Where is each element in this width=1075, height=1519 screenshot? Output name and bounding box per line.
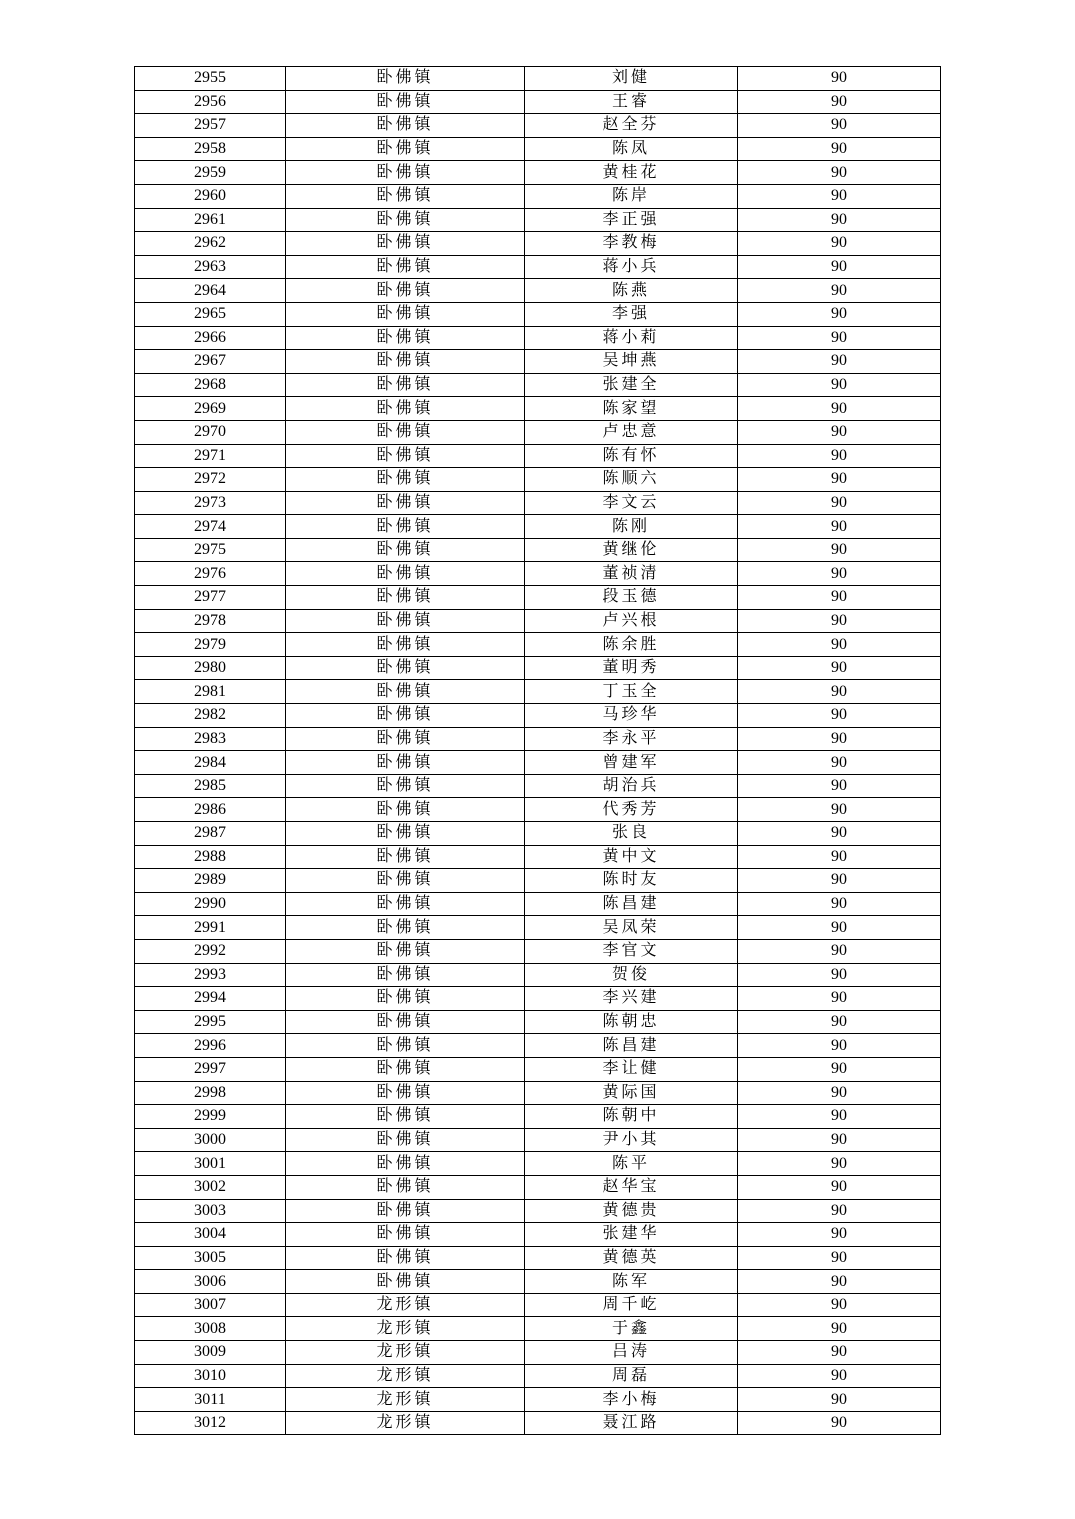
row-number-cell: 2966 bbox=[135, 326, 286, 350]
score-cell: 90 bbox=[738, 609, 941, 633]
name-cell: 曾建军 bbox=[525, 751, 738, 775]
table-row bbox=[135, 633, 941, 657]
table-row bbox=[135, 1010, 941, 1034]
row-number-cell: 2980 bbox=[135, 656, 286, 680]
score-cell: 90 bbox=[738, 538, 941, 562]
table-row bbox=[135, 255, 941, 279]
table-row bbox=[135, 114, 941, 138]
score-cell: 90 bbox=[738, 704, 941, 728]
score-cell: 90 bbox=[738, 302, 941, 326]
town-cell: 卧佛镇 bbox=[286, 633, 525, 657]
name-cell: 董祯清 bbox=[525, 562, 738, 586]
table-row bbox=[135, 420, 941, 444]
row-number-cell: 2988 bbox=[135, 845, 286, 869]
town-cell: 卧佛镇 bbox=[286, 184, 525, 208]
table-row bbox=[135, 1081, 941, 1105]
town-cell: 卧佛镇 bbox=[286, 444, 525, 468]
table-row bbox=[135, 939, 941, 963]
row-number-cell: 2967 bbox=[135, 350, 286, 374]
town-cell: 卧佛镇 bbox=[286, 420, 525, 444]
table-row bbox=[135, 1223, 941, 1247]
table-row bbox=[135, 562, 941, 586]
name-cell: 黄德贵 bbox=[525, 1199, 738, 1223]
table-row bbox=[135, 1341, 941, 1365]
name-cell: 陈军 bbox=[525, 1270, 738, 1294]
town-cell: 龙形镇 bbox=[286, 1364, 525, 1388]
score-cell: 90 bbox=[738, 562, 941, 586]
score-cell: 90 bbox=[738, 1317, 941, 1341]
score-cell: 90 bbox=[738, 67, 941, 91]
name-cell: 黄际国 bbox=[525, 1081, 738, 1105]
table-row bbox=[135, 208, 941, 232]
town-cell: 卧佛镇 bbox=[286, 302, 525, 326]
row-number-cell: 2987 bbox=[135, 822, 286, 846]
score-cell: 90 bbox=[738, 114, 941, 138]
name-cell: 黄继伦 bbox=[525, 538, 738, 562]
name-cell: 李兴建 bbox=[525, 987, 738, 1011]
score-cell: 90 bbox=[738, 1057, 941, 1081]
table-row bbox=[135, 774, 941, 798]
name-cell: 陈平 bbox=[525, 1152, 738, 1176]
name-cell: 黄德英 bbox=[525, 1246, 738, 1270]
score-cell: 90 bbox=[738, 420, 941, 444]
score-cell: 90 bbox=[738, 255, 941, 279]
town-cell: 龙形镇 bbox=[286, 1388, 525, 1412]
row-number-cell: 2992 bbox=[135, 939, 286, 963]
town-cell: 卧佛镇 bbox=[286, 350, 525, 374]
table-row bbox=[135, 656, 941, 680]
score-cell: 90 bbox=[738, 869, 941, 893]
row-number-cell: 2989 bbox=[135, 869, 286, 893]
name-cell: 卢忠意 bbox=[525, 420, 738, 444]
score-cell: 90 bbox=[738, 444, 941, 468]
town-cell: 卧佛镇 bbox=[286, 397, 525, 421]
score-cell: 90 bbox=[738, 1034, 941, 1058]
row-number-cell: 2959 bbox=[135, 161, 286, 185]
score-cell: 90 bbox=[738, 1341, 941, 1365]
table-row bbox=[135, 444, 941, 468]
row-number-cell: 2970 bbox=[135, 420, 286, 444]
town-cell: 卧佛镇 bbox=[286, 845, 525, 869]
name-cell: 张良 bbox=[525, 822, 738, 846]
name-cell: 蒋小莉 bbox=[525, 326, 738, 350]
score-cell: 90 bbox=[738, 1175, 941, 1199]
score-cell: 90 bbox=[738, 232, 941, 256]
town-cell: 龙形镇 bbox=[286, 1341, 525, 1365]
table-row bbox=[135, 350, 941, 374]
table-row bbox=[135, 987, 941, 1011]
town-cell: 卧佛镇 bbox=[286, 751, 525, 775]
town-cell: 卧佛镇 bbox=[286, 892, 525, 916]
name-cell: 胡治兵 bbox=[525, 774, 738, 798]
name-cell: 聂江路 bbox=[525, 1411, 738, 1435]
name-cell: 董明秀 bbox=[525, 656, 738, 680]
row-number-cell: 2976 bbox=[135, 562, 286, 586]
row-number-cell: 2990 bbox=[135, 892, 286, 916]
table-row bbox=[135, 1057, 941, 1081]
name-cell: 于鑫 bbox=[525, 1317, 738, 1341]
name-cell: 张建华 bbox=[525, 1223, 738, 1247]
score-cell: 90 bbox=[738, 1223, 941, 1247]
name-cell: 马珍华 bbox=[525, 704, 738, 728]
town-cell: 卧佛镇 bbox=[286, 1010, 525, 1034]
name-cell: 陈朝忠 bbox=[525, 1010, 738, 1034]
row-number-cell: 2997 bbox=[135, 1057, 286, 1081]
table-row bbox=[135, 1175, 941, 1199]
name-cell: 尹小其 bbox=[525, 1128, 738, 1152]
town-cell: 卧佛镇 bbox=[286, 1081, 525, 1105]
row-number-cell: 2996 bbox=[135, 1034, 286, 1058]
row-number-cell: 2981 bbox=[135, 680, 286, 704]
town-cell: 卧佛镇 bbox=[286, 1270, 525, 1294]
row-number-cell: 3001 bbox=[135, 1152, 286, 1176]
score-cell: 90 bbox=[738, 727, 941, 751]
row-number-cell: 2998 bbox=[135, 1081, 286, 1105]
row-number-cell: 2984 bbox=[135, 751, 286, 775]
row-number-cell: 2969 bbox=[135, 397, 286, 421]
town-cell: 卧佛镇 bbox=[286, 279, 525, 303]
table-row bbox=[135, 1152, 941, 1176]
town-cell: 卧佛镇 bbox=[286, 963, 525, 987]
town-cell: 卧佛镇 bbox=[286, 939, 525, 963]
table-row bbox=[135, 845, 941, 869]
name-cell: 黄中文 bbox=[525, 845, 738, 869]
row-number-cell: 3002 bbox=[135, 1175, 286, 1199]
name-cell: 李教梅 bbox=[525, 232, 738, 256]
score-cell: 90 bbox=[738, 680, 941, 704]
row-number-cell: 2999 bbox=[135, 1105, 286, 1129]
table-row bbox=[135, 1411, 941, 1435]
name-cell: 卢兴根 bbox=[525, 609, 738, 633]
score-cell: 90 bbox=[738, 468, 941, 492]
name-cell: 代秀芳 bbox=[525, 798, 738, 822]
row-number-cell: 2965 bbox=[135, 302, 286, 326]
name-cell: 陈顺六 bbox=[525, 468, 738, 492]
score-cell: 90 bbox=[738, 90, 941, 114]
row-number-cell: 2993 bbox=[135, 963, 286, 987]
table-row bbox=[135, 67, 941, 91]
town-cell: 卧佛镇 bbox=[286, 1105, 525, 1129]
town-cell: 卧佛镇 bbox=[286, 515, 525, 539]
row-number-cell: 3003 bbox=[135, 1199, 286, 1223]
table-row bbox=[135, 538, 941, 562]
town-cell: 卧佛镇 bbox=[286, 727, 525, 751]
name-cell: 李官文 bbox=[525, 939, 738, 963]
name-cell: 李强 bbox=[525, 302, 738, 326]
table-row bbox=[135, 515, 941, 539]
row-number-cell: 2977 bbox=[135, 586, 286, 610]
name-cell: 陈凤 bbox=[525, 137, 738, 161]
row-number-cell: 3011 bbox=[135, 1388, 286, 1412]
row-number-cell: 2986 bbox=[135, 798, 286, 822]
town-cell: 卧佛镇 bbox=[286, 208, 525, 232]
table-row bbox=[135, 397, 941, 421]
table-row bbox=[135, 373, 941, 397]
table-row bbox=[135, 680, 941, 704]
score-cell: 90 bbox=[738, 656, 941, 680]
table-row bbox=[135, 1364, 941, 1388]
town-cell: 卧佛镇 bbox=[286, 1223, 525, 1247]
table-row bbox=[135, 916, 941, 940]
row-number-cell: 2963 bbox=[135, 255, 286, 279]
row-number-cell: 3006 bbox=[135, 1270, 286, 1294]
name-cell: 段玉德 bbox=[525, 586, 738, 610]
town-cell: 卧佛镇 bbox=[286, 538, 525, 562]
score-cell: 90 bbox=[738, 1010, 941, 1034]
table-row bbox=[135, 1388, 941, 1412]
score-cell: 90 bbox=[738, 845, 941, 869]
town-cell: 卧佛镇 bbox=[286, 1034, 525, 1058]
score-cell: 90 bbox=[738, 184, 941, 208]
town-cell: 卧佛镇 bbox=[286, 1057, 525, 1081]
score-cell: 90 bbox=[738, 1128, 941, 1152]
row-number-cell: 2974 bbox=[135, 515, 286, 539]
score-cell: 90 bbox=[738, 1152, 941, 1176]
town-cell: 卧佛镇 bbox=[286, 656, 525, 680]
town-cell: 卧佛镇 bbox=[286, 90, 525, 114]
roster-table bbox=[134, 66, 941, 1435]
name-cell: 李正强 bbox=[525, 208, 738, 232]
name-cell: 陈有怀 bbox=[525, 444, 738, 468]
table-row bbox=[135, 1246, 941, 1270]
score-cell: 90 bbox=[738, 161, 941, 185]
town-cell: 卧佛镇 bbox=[286, 1175, 525, 1199]
name-cell: 李文云 bbox=[525, 491, 738, 515]
town-cell: 龙形镇 bbox=[286, 1317, 525, 1341]
row-number-cell: 2983 bbox=[135, 727, 286, 751]
table-row bbox=[135, 586, 941, 610]
town-cell: 卧佛镇 bbox=[286, 373, 525, 397]
score-cell: 90 bbox=[738, 397, 941, 421]
name-cell: 陈时友 bbox=[525, 869, 738, 893]
score-cell: 90 bbox=[738, 586, 941, 610]
table-row bbox=[135, 869, 941, 893]
table-row bbox=[135, 90, 941, 114]
town-cell: 龙形镇 bbox=[286, 1411, 525, 1435]
town-cell: 龙形镇 bbox=[286, 1293, 525, 1317]
town-cell: 卧佛镇 bbox=[286, 1152, 525, 1176]
table-row bbox=[135, 279, 941, 303]
score-cell: 90 bbox=[738, 515, 941, 539]
town-cell: 卧佛镇 bbox=[286, 562, 525, 586]
score-cell: 90 bbox=[738, 798, 941, 822]
name-cell: 王睿 bbox=[525, 90, 738, 114]
name-cell: 陈刚 bbox=[525, 515, 738, 539]
table-row bbox=[135, 798, 941, 822]
row-number-cell: 2982 bbox=[135, 704, 286, 728]
score-cell: 90 bbox=[738, 1199, 941, 1223]
row-number-cell: 3012 bbox=[135, 1411, 286, 1435]
row-number-cell: 2994 bbox=[135, 987, 286, 1011]
row-number-cell: 2978 bbox=[135, 609, 286, 633]
town-cell: 卧佛镇 bbox=[286, 704, 525, 728]
table-row bbox=[135, 704, 941, 728]
score-cell: 90 bbox=[738, 1270, 941, 1294]
row-number-cell: 3000 bbox=[135, 1128, 286, 1152]
name-cell: 刘健 bbox=[525, 67, 738, 91]
score-cell: 90 bbox=[738, 208, 941, 232]
score-cell: 90 bbox=[738, 633, 941, 657]
score-cell: 90 bbox=[738, 892, 941, 916]
row-number-cell: 2975 bbox=[135, 538, 286, 562]
town-cell: 卧佛镇 bbox=[286, 255, 525, 279]
score-cell: 90 bbox=[738, 987, 941, 1011]
table-row bbox=[135, 892, 941, 916]
town-cell: 卧佛镇 bbox=[286, 822, 525, 846]
table-row bbox=[135, 232, 941, 256]
name-cell: 陈燕 bbox=[525, 279, 738, 303]
score-cell: 90 bbox=[738, 916, 941, 940]
score-cell: 90 bbox=[738, 326, 941, 350]
table-row bbox=[135, 1105, 941, 1129]
score-cell: 90 bbox=[738, 963, 941, 987]
name-cell: 周磊 bbox=[525, 1364, 738, 1388]
name-cell: 李让健 bbox=[525, 1057, 738, 1081]
table-row bbox=[135, 302, 941, 326]
row-number-cell: 2964 bbox=[135, 279, 286, 303]
table-row bbox=[135, 1317, 941, 1341]
table-row bbox=[135, 137, 941, 161]
table-row bbox=[135, 161, 941, 185]
score-cell: 90 bbox=[738, 1388, 941, 1412]
score-cell: 90 bbox=[738, 373, 941, 397]
row-number-cell: 3004 bbox=[135, 1223, 286, 1247]
town-cell: 卧佛镇 bbox=[286, 491, 525, 515]
name-cell: 贺俊 bbox=[525, 963, 738, 987]
row-number-cell: 2973 bbox=[135, 491, 286, 515]
row-number-cell: 2995 bbox=[135, 1010, 286, 1034]
row-number-cell: 3009 bbox=[135, 1341, 286, 1365]
town-cell: 卧佛镇 bbox=[286, 798, 525, 822]
table-row bbox=[135, 963, 941, 987]
score-cell: 90 bbox=[738, 1293, 941, 1317]
score-cell: 90 bbox=[738, 137, 941, 161]
name-cell: 陈昌建 bbox=[525, 892, 738, 916]
name-cell: 黄桂花 bbox=[525, 161, 738, 185]
row-number-cell: 2955 bbox=[135, 67, 286, 91]
name-cell: 赵华宝 bbox=[525, 1175, 738, 1199]
table-row bbox=[135, 1270, 941, 1294]
town-cell: 卧佛镇 bbox=[286, 67, 525, 91]
name-cell: 陈朝中 bbox=[525, 1105, 738, 1129]
score-cell: 90 bbox=[738, 1246, 941, 1270]
table-row bbox=[135, 1128, 941, 1152]
roster-table-body bbox=[135, 67, 941, 1435]
row-number-cell: 2979 bbox=[135, 633, 286, 657]
name-cell: 吕涛 bbox=[525, 1341, 738, 1365]
town-cell: 卧佛镇 bbox=[286, 586, 525, 610]
town-cell: 卧佛镇 bbox=[286, 161, 525, 185]
score-cell: 90 bbox=[738, 822, 941, 846]
row-number-cell: 3007 bbox=[135, 1293, 286, 1317]
table-row bbox=[135, 184, 941, 208]
score-cell: 90 bbox=[738, 1081, 941, 1105]
row-number-cell: 3008 bbox=[135, 1317, 286, 1341]
name-cell: 陈余胜 bbox=[525, 633, 738, 657]
name-cell: 陈家望 bbox=[525, 397, 738, 421]
table-row bbox=[135, 468, 941, 492]
row-number-cell: 2961 bbox=[135, 208, 286, 232]
score-cell: 90 bbox=[738, 350, 941, 374]
name-cell: 丁玉全 bbox=[525, 680, 738, 704]
town-cell: 卧佛镇 bbox=[286, 916, 525, 940]
row-number-cell: 2962 bbox=[135, 232, 286, 256]
name-cell: 陈岸 bbox=[525, 184, 738, 208]
town-cell: 卧佛镇 bbox=[286, 774, 525, 798]
row-number-cell: 3005 bbox=[135, 1246, 286, 1270]
score-cell: 90 bbox=[738, 939, 941, 963]
row-number-cell: 2958 bbox=[135, 137, 286, 161]
row-number-cell: 2968 bbox=[135, 373, 286, 397]
town-cell: 卧佛镇 bbox=[286, 680, 525, 704]
score-cell: 90 bbox=[738, 491, 941, 515]
name-cell: 李小梅 bbox=[525, 1388, 738, 1412]
town-cell: 卧佛镇 bbox=[286, 232, 525, 256]
row-number-cell: 2991 bbox=[135, 916, 286, 940]
table-row bbox=[135, 727, 941, 751]
score-cell: 90 bbox=[738, 774, 941, 798]
town-cell: 卧佛镇 bbox=[286, 1199, 525, 1223]
town-cell: 卧佛镇 bbox=[286, 869, 525, 893]
row-number-cell: 3010 bbox=[135, 1364, 286, 1388]
town-cell: 卧佛镇 bbox=[286, 326, 525, 350]
name-cell: 蒋小兵 bbox=[525, 255, 738, 279]
row-number-cell: 2960 bbox=[135, 184, 286, 208]
town-cell: 卧佛镇 bbox=[286, 114, 525, 138]
score-cell: 90 bbox=[738, 279, 941, 303]
score-cell: 90 bbox=[738, 1105, 941, 1129]
row-number-cell: 2957 bbox=[135, 114, 286, 138]
name-cell: 赵全芬 bbox=[525, 114, 738, 138]
town-cell: 卧佛镇 bbox=[286, 609, 525, 633]
table-row bbox=[135, 1034, 941, 1058]
table-row bbox=[135, 751, 941, 775]
table-row bbox=[135, 326, 941, 350]
row-number-cell: 2971 bbox=[135, 444, 286, 468]
name-cell: 张建全 bbox=[525, 373, 738, 397]
town-cell: 卧佛镇 bbox=[286, 468, 525, 492]
table-row bbox=[135, 491, 941, 515]
row-number-cell: 2972 bbox=[135, 468, 286, 492]
table-row bbox=[135, 1293, 941, 1317]
town-cell: 卧佛镇 bbox=[286, 137, 525, 161]
row-number-cell: 2985 bbox=[135, 774, 286, 798]
name-cell: 吴凤荣 bbox=[525, 916, 738, 940]
score-cell: 90 bbox=[738, 751, 941, 775]
table-row bbox=[135, 1199, 941, 1223]
table-row bbox=[135, 822, 941, 846]
score-cell: 90 bbox=[738, 1411, 941, 1435]
row-number-cell: 2956 bbox=[135, 90, 286, 114]
town-cell: 卧佛镇 bbox=[286, 1246, 525, 1270]
name-cell: 吴坤燕 bbox=[525, 350, 738, 374]
name-cell: 周千屹 bbox=[525, 1293, 738, 1317]
table-row bbox=[135, 609, 941, 633]
town-cell: 卧佛镇 bbox=[286, 1128, 525, 1152]
name-cell: 李永平 bbox=[525, 727, 738, 751]
town-cell: 卧佛镇 bbox=[286, 987, 525, 1011]
score-cell: 90 bbox=[738, 1364, 941, 1388]
name-cell: 陈昌建 bbox=[525, 1034, 738, 1058]
